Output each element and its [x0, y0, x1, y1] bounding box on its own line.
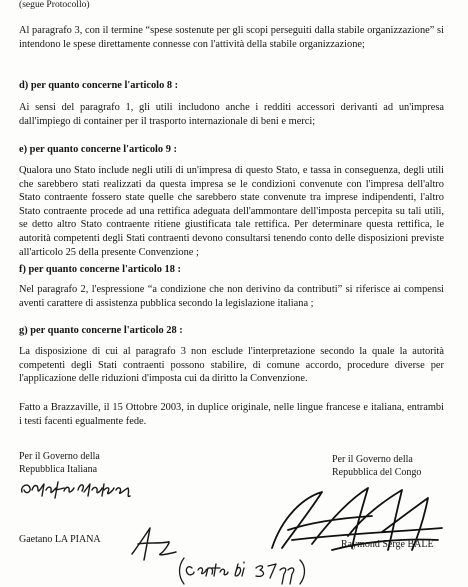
left-signatory-name: Gaetano LA PIANA: [19, 534, 101, 545]
closing-paragraph: Fatto a Brazzaville, il 15 Ottobre 2003, in duplice originale, nelle lingue francese e italiana, entrambi i testi facenti egualmente fede.: [19, 402, 444, 427]
section-d-heading: d) per quanto concerne l'articolo 8 :: [19, 80, 179, 91]
right-signatory-name: Raymond Serge BALE: [341, 539, 434, 550]
section-g-body: La disposizione di cui al paragrafo 3 non esclude l'interpretazione secondo la quale la autorità competenti degli Stati contraenti possono stabilire, di comune accordo, procedure diverse per l'applicazione delle riduzioni d'imposta cui da diritto la Convenzione.: [19, 346, 444, 385]
section-f-body: Nel paragrafo 2, l'espressione “a condizione che non derivino da contributi” si riferisce ai compensi aventi carattere di assistenza pubblica secondo la legislazione italiana ;: [19, 284, 444, 309]
left-signatory-line2: Repubblica Italiana: [19, 464, 98, 475]
intro-paragraph: Al paragrafo 3, con il termine “spese sostenute per gli scopi perseguiti dalla stabile organizzazione” si intendono le spese direttamente connesse con l'attività della stabile organizzazione;: [19, 25, 444, 50]
continuation-header: (segue Protocollo): [19, 0, 90, 10]
section-e-heading: e) per quanto concerne l'articolo 9 :: [19, 144, 177, 155]
section-e-body: Qualora uno Stato include negli utili di un'impresa di questo Stato, e tassa in conseguenza, degli utili che sarebbero stati realizzati da questa impresa se le condizioni convenute con l'impresa dell'altro Stato contraente fossero state quelle che sarebbero state convenute tra imprese indipendenti, l'altro Stato contraente procede ad una rettifica adeguata dell'ammontare dell'imposta percepita su tali utili, se detto altro Stato contraente ritiene giustificata tale rettifica. Per determinare questa rettifica, le autorità competenti degli Stati contraenti devono consultarsi tenendo conto delle disposizioni previste all'articolo 25 della presente Convenzione ;: [19, 165, 444, 258]
section-g-heading: g) per quanto concerne l'articolo 28 :: [19, 325, 183, 336]
initials-mark: [124, 524, 184, 564]
right-signatory-line1: Per il Governo della: [332, 454, 413, 465]
right-signatory-line2: Repubblica del Congo: [332, 467, 422, 478]
section-d-body: Ai sensi del paragrafo 1, gli utili includono anche i redditi accessori derivanti ad un'impresa dall'impiego di container per il trasporto internazionale di beni e merci;: [19, 102, 444, 127]
left-signatory-line1: Per il Governo della: [19, 451, 100, 462]
left-handwritten-signature: [18, 476, 138, 502]
section-f-heading: f) per quanto concerne l'articolo 18 :: [19, 264, 181, 275]
handwritten-page-note: [176, 554, 316, 586]
